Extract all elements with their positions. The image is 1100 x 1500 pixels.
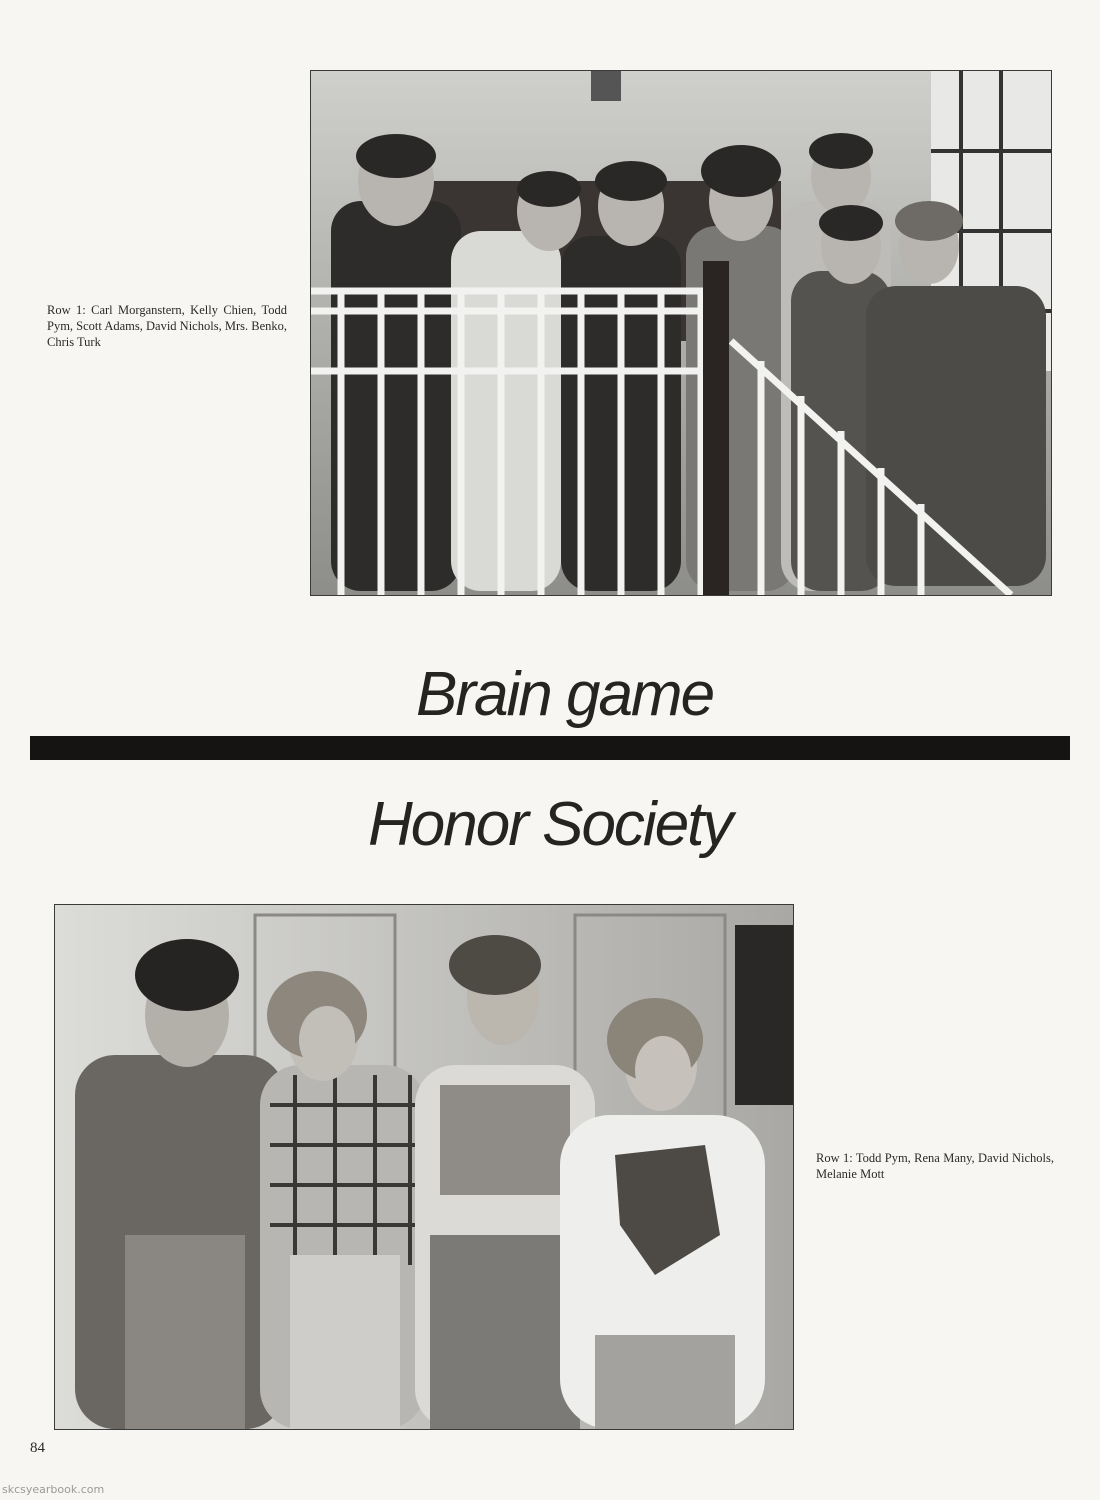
brain-game-caption: Row 1: Carl Morganstern, Kelly Chien, Todd Pym, Scott Adams, David Nichols, Mrs. Benko, Chris Turk xyxy=(47,303,287,349)
section-divider-bar xyxy=(30,736,1070,760)
honor-society-caption: Row 1: Todd Pym, Rena Many, David Nichols, Melanie Mott xyxy=(816,1151,1054,1181)
honor-society-headline: Honor Society xyxy=(368,790,732,859)
honor-society-group-photo xyxy=(54,904,794,1430)
page-number: 84 xyxy=(30,1440,45,1456)
honor-society-photo-illustration xyxy=(55,905,793,1429)
brain-game-group-photo xyxy=(310,70,1052,596)
brain-game-headline: Brain game xyxy=(416,660,714,729)
brain-game-photo-illustration xyxy=(311,71,1051,595)
watermark: skcsyearbook.com xyxy=(2,1483,105,1496)
